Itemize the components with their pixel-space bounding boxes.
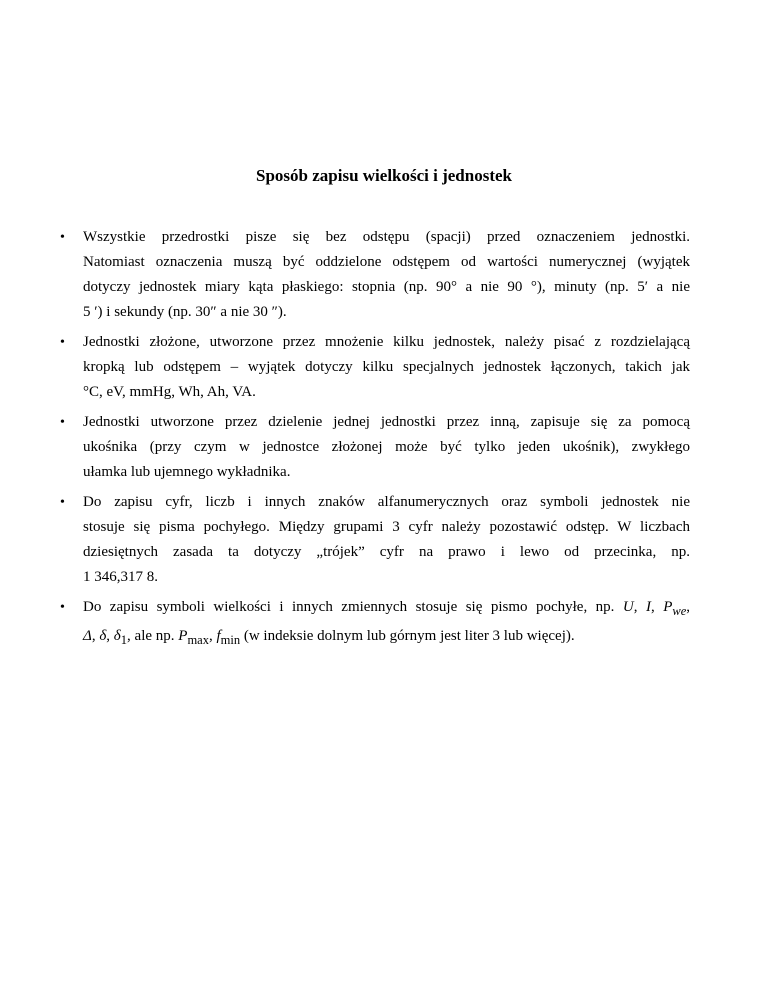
item-line: ukośnika (przy czym w jednostce złożonej może być tylko jeden ukośnik), zwykłego [83,439,690,455]
list-item [60,330,690,405]
symbol-delta-1: δ [113,628,121,644]
line-text: , ale np. [127,628,179,644]
bullet-icon: • [60,495,65,510]
bullet-icon: • [60,230,65,245]
list-item [60,595,690,653]
separator: , [91,628,100,644]
symbol-fmin: f [216,628,221,644]
symbol-fmin-subscript: min [220,633,241,647]
item-line: ułamka lub ujemnego wykładnika. [83,464,291,480]
symbol-p-subscript: we [672,604,687,618]
symbol-p: P [663,599,673,615]
rules-list [60,225,690,658]
separator: , [106,628,114,644]
symbol-pmax-subscript: max [187,633,209,647]
separator: , [650,599,664,615]
bullet-icon: • [60,415,65,430]
item-line [83,595,690,624]
item-line: dotyczy jednostek miary kąta płaskiego: stopnia (np. 90° a nie 90 °), minuty (np. 5′ a nie [83,279,690,295]
document-title: Sposób zapisu wielkości i jednostek [256,166,512,185]
item-line: °C, eV, mmHg, Wh, Ah, VA. [83,384,256,400]
list-item [60,490,690,590]
item-line: Wszystkie przedrostki pisze się bez odstępu (spacji) przed oznaczeniem jednostki. [83,229,690,245]
list-item [60,410,690,485]
symbol-pmax: P [178,628,188,644]
bullet-icon: • [60,600,65,615]
item-line: dziesiętnych zasada ta dotyczy „trójek” cyfr na prawo i lewo od przecinka, np. [83,544,690,560]
line-text: Do zapisu symboli wielkości i innych zmiennych stosuje się pismo pochyłe, np. [83,599,623,615]
bullet-icon: • [60,335,65,350]
line-text: , [686,599,690,615]
item-line: kropką lub odstępem – wyjątek dotyczy kilku specjalnych jednostek łączonych, takich jak [83,359,690,375]
item-line: Natomiast oznaczenia muszą być oddzielone odstępem od wartości numerycznej (wyjątek [83,254,690,270]
item-line: Do zapisu cyfr, liczb i innych znaków alfanumerycznych oraz symboli jednostek nie [83,494,690,510]
line-text: (w indeksie dolnym lub górnym jest liter 3 lub więcej). [240,628,575,644]
symbol-u: U [622,599,634,615]
item-line [83,624,690,653]
item-line: stosuje się pisma pochyłego. Między grupami 3 cyfr należy pozostawić odstęp. W liczbach [83,519,690,535]
separator: , [633,599,646,615]
item-line: 1 346,317 8. [83,569,158,585]
symbol-i: I [645,599,651,615]
symbol-delta-1-subscript: 1 [120,633,128,647]
symbol-delta: δ [99,628,107,644]
item-line: Jednostki utworzone przez dzielenie jednej jednostki przez inną, zapisuje się za pomocą [83,414,690,430]
separator: , [208,628,217,644]
item-line: Jednostki złożone, utworzone przez mnożenie kilku jednostek, należy pisać z rozdzielającą [83,334,690,350]
symbol-delta-upper: Δ [83,628,92,644]
list-item [60,225,690,325]
item-line: 5 ′) i sekundy (np. 30″ a nie 30 ″). [83,304,287,320]
